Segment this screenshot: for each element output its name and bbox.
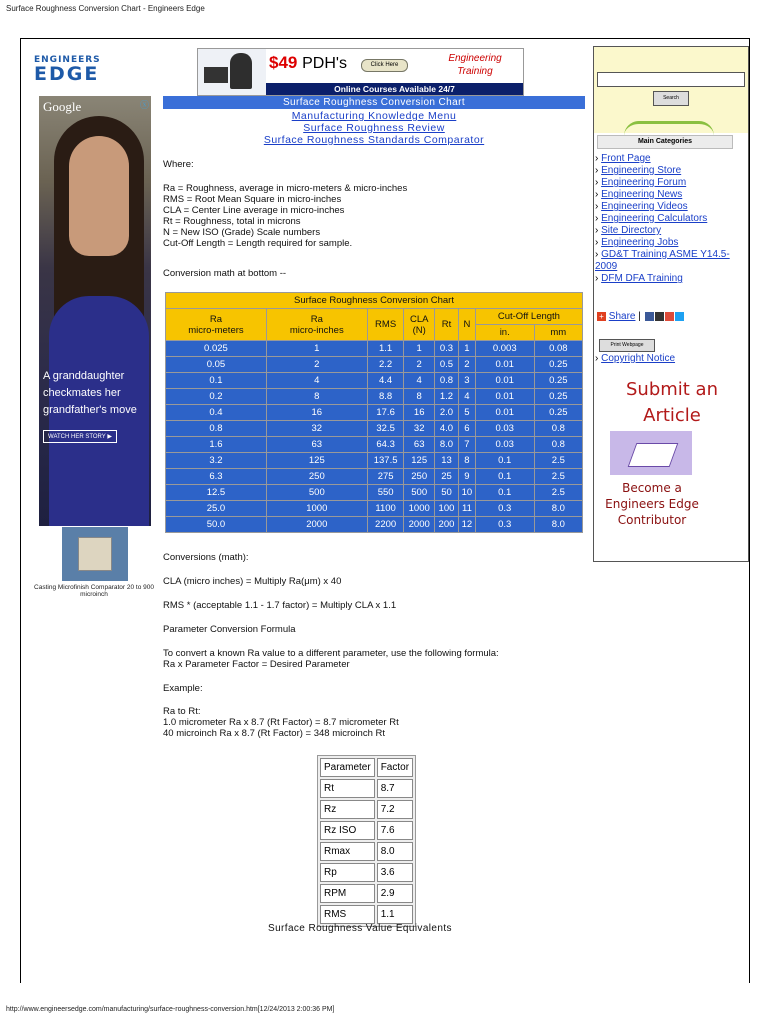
- factor-value: 3.6: [377, 863, 413, 882]
- ad-headline: A granddaughter checkmates her grandfather's move: [43, 370, 137, 416]
- factor-value: 2.9: [377, 884, 413, 903]
- share-plus-icon[interactable]: +: [597, 312, 606, 321]
- conversion-table: [165, 292, 583, 533]
- cell-ra-um: 3.2: [166, 453, 266, 468]
- cell-rt: 0.5: [435, 357, 458, 372]
- sidebar-item: › Engineering Store: [595, 165, 682, 176]
- sidebar-item: › Engineering News: [595, 189, 683, 200]
- cell-n: 4: [459, 389, 475, 404]
- copyright-link[interactable]: Copyright Notice: [601, 353, 676, 364]
- factor-parameter: Rp: [320, 863, 375, 882]
- cell-ra-uin: 2: [267, 357, 367, 372]
- table-row: [166, 437, 582, 452]
- become-contributor[interactable]: Become a Engineers Edge Contributor: [605, 481, 699, 527]
- factor-header-factor: Factor: [377, 758, 413, 777]
- factor-table-body: [320, 779, 413, 924]
- sidebar-item: › Front Page: [595, 153, 651, 164]
- cell-ra-uin: 500: [267, 485, 367, 500]
- cell-ra-uin: 1000: [267, 501, 367, 516]
- header-cla: [404, 309, 433, 340]
- sidebar-item: › Engineering Videos: [595, 201, 688, 212]
- sidebar-link[interactable]: GD&T Training ASME Y14.5-2009: [595, 249, 730, 272]
- cell-rt: 0.3: [435, 341, 458, 356]
- sidebar-link[interactable]: DFM DFA Training: [601, 273, 683, 284]
- banner-training: Engineering Training: [448, 53, 502, 77]
- link-manufacturing-menu[interactable]: Manufacturing Knowledge Menu: [291, 110, 457, 122]
- facebook-icon[interactable]: [645, 312, 654, 321]
- cell-rt: 8.0: [435, 437, 458, 452]
- cell-ra-um: 0.1: [166, 373, 266, 388]
- sidebar-link[interactable]: Engineering Store: [601, 165, 682, 176]
- cell-rt: 1.2: [435, 389, 458, 404]
- cell-cla: 16: [404, 405, 433, 420]
- cell-rms: 64.3: [368, 437, 404, 452]
- factor-parameter: Rz ISO: [320, 821, 375, 840]
- table-row: [166, 341, 582, 356]
- header-ra-uin-line1: Ra: [310, 313, 323, 325]
- cell-n: 10: [459, 485, 475, 500]
- person-icon: [230, 53, 252, 89]
- cell-rms: 2.2: [368, 357, 404, 372]
- table-row: [166, 389, 582, 404]
- cell-cutoff-mm: 8.0: [535, 517, 582, 532]
- cell-rms: 4.4: [368, 373, 404, 388]
- cell-ra-um: 0.2: [166, 389, 266, 404]
- copyright-row: › Copyright Notice: [595, 353, 676, 364]
- logo-line2: EDGE: [34, 63, 100, 85]
- header-cutoff: Cut-Off Length: [476, 309, 582, 324]
- header-rt: Rt: [435, 309, 458, 340]
- cell-cla: 1: [404, 341, 433, 356]
- cell-cutoff-in: 0.01: [476, 405, 534, 420]
- share-bar: + Share |: [597, 311, 684, 322]
- cell-cla: 4: [404, 373, 433, 388]
- footer-url: http://www.engineersedge.com/manufacturing/surface-roughness-conversion.htm[12/24/2013 2:00:36 PM]: [6, 1006, 335, 1013]
- definitions-list: [163, 183, 407, 249]
- sidebar-item: › Engineering Calculators: [595, 213, 708, 224]
- cell-cla: 2: [404, 357, 433, 372]
- def-ra: Ra = Roughness, average in micro-meters & micro-inches: [163, 183, 408, 194]
- banner-click-button[interactable]: Click Here: [361, 59, 408, 72]
- ad-watch-button[interactable]: WATCH HER STORY ▶: [43, 430, 117, 443]
- factor-row: [320, 863, 413, 882]
- site-logo[interactable]: [34, 55, 122, 85]
- sidebar-link[interactable]: Front Page: [601, 153, 651, 164]
- cell-cutoff-in: 0.1: [476, 469, 534, 484]
- pdh-label: PDH's: [302, 55, 347, 72]
- cell-cla: 32: [404, 421, 433, 436]
- cell-rms: 17.6: [368, 405, 404, 420]
- cell-cutoff-mm: 0.08: [535, 341, 582, 356]
- cell-ra-uin: 2000: [267, 517, 367, 532]
- cell-cutoff-in: 0.03: [476, 421, 534, 436]
- cell-ra-uin: 1: [267, 341, 367, 356]
- cell-ra-uin: 4: [267, 373, 367, 388]
- cell-cutoff-mm: 2.5: [535, 485, 582, 500]
- header-ra-uin: [267, 309, 367, 340]
- cell-cutoff-mm: 2.5: [535, 453, 582, 468]
- cell-rt: 13: [435, 453, 458, 468]
- cell-ra-um: 6.3: [166, 469, 266, 484]
- table-row: [166, 453, 582, 468]
- factor-value: 7.2: [377, 800, 413, 819]
- factor-row: [320, 842, 413, 861]
- factor-value: 1.1: [377, 905, 413, 924]
- sidebar-item: › Engineering Forum: [595, 177, 687, 188]
- cell-cutoff-in: 0.01: [476, 373, 534, 388]
- factor-parameter: RPM: [320, 884, 375, 903]
- cell-cutoff-mm: 0.25: [535, 357, 582, 372]
- def-cla: CLA = Center Line average in micro-inches: [163, 205, 345, 216]
- factor-table-caption: Surface Roughness Value Equivalents: [268, 923, 452, 934]
- table-row: [166, 357, 582, 372]
- link-standards-comparator[interactable]: Surface Roughness Standards Comparator: [263, 134, 485, 146]
- header-ra-um: [166, 309, 266, 340]
- sidebar-link[interactable]: Engineering Videos: [601, 201, 688, 212]
- cell-n: 5: [459, 405, 475, 420]
- page-title: Surface Roughness Conversion Chart - Engineers Edge: [6, 4, 205, 13]
- cell-ra-uin: 125: [267, 453, 367, 468]
- sidebar-item: › GD&T Training ASME Y14.5-2009: [595, 249, 730, 272]
- cell-rt: 25: [435, 469, 458, 484]
- right-sidebar: [593, 46, 749, 562]
- search-button[interactable]: Search: [653, 91, 689, 106]
- cell-rms: 137.5: [368, 453, 404, 468]
- cell-ra-uin: 32: [267, 421, 367, 436]
- cell-ra-uin: 63: [267, 437, 367, 452]
- math-note: Conversion math at bottom --: [163, 268, 287, 279]
- cell-n: 8: [459, 453, 475, 468]
- header-cutoff-mm: mm: [535, 325, 582, 340]
- cell-cutoff-mm: 0.8: [535, 437, 582, 452]
- banner-availability: Online Courses Available 24/7: [266, 83, 523, 95]
- header-cla-line1: CLA: [409, 313, 429, 325]
- param-heading: Parameter Conversion Formula: [163, 624, 296, 635]
- header-rms: RMS: [368, 309, 404, 340]
- factor-row: [320, 779, 413, 798]
- table-row: [166, 421, 582, 436]
- cell-rt: 200: [435, 517, 458, 532]
- share-link[interactable]: Share: [608, 311, 636, 322]
- table-caption: Surface Roughness Conversion Chart: [166, 293, 582, 308]
- cell-ra-uin: 16: [267, 405, 367, 420]
- factor-value: 8.7: [377, 779, 413, 798]
- cell-cutoff-in: 0.3: [476, 501, 534, 516]
- ad-close-icon[interactable]: ⓧ: [139, 100, 149, 110]
- factor-row: [320, 884, 413, 903]
- header-ra-um-line1: Ra: [209, 313, 223, 325]
- cell-rms: 2200: [368, 517, 404, 532]
- math-rms: RMS * (acceptable 1.1 - 1.7 factor) = Multiply CLA x 1.1: [163, 600, 397, 611]
- cell-cutoff-mm: 0.8: [535, 421, 582, 436]
- cell-ra-um: 0.05: [166, 357, 266, 372]
- cell-cla: 8: [404, 389, 433, 404]
- header-cutoff-in: in.: [476, 325, 534, 340]
- comparator-thumbnail[interactable]: [62, 527, 128, 581]
- cell-rms: 1.1: [368, 341, 404, 356]
- def-cutoff: Cut-Off Length = Length required for sample.: [163, 238, 353, 249]
- cell-n: 9: [459, 469, 475, 484]
- cell-ra-um: 25.0: [166, 501, 266, 516]
- category-links: [595, 153, 747, 285]
- cell-ra-um: 0.8: [166, 421, 266, 436]
- table-row: [166, 373, 582, 388]
- banner-price: [269, 53, 347, 73]
- factor-table: [317, 755, 416, 927]
- cell-ra-uin: 250: [267, 469, 367, 484]
- book-page-icon: [628, 443, 679, 467]
- cell-cutoff-in: 0.1: [476, 485, 534, 500]
- cell-cla: 1000: [404, 501, 433, 516]
- factor-row: [320, 821, 413, 840]
- logo-line1: ENGINEERS: [34, 55, 101, 65]
- cell-n: 1: [459, 341, 475, 356]
- table-row: [166, 469, 582, 484]
- cell-cutoff-in: 0.003: [476, 341, 534, 356]
- factor-value: 7.6: [377, 821, 413, 840]
- price-value: $49: [269, 53, 298, 72]
- cell-cutoff-in: 0.01: [476, 389, 534, 404]
- main-categories-header: Main Categories: [597, 135, 733, 149]
- cell-rt: 2.0: [435, 405, 458, 420]
- thumbnail-caption[interactable]: Casting Microfinish Comparator 20 to 900 microinch: [34, 584, 154, 598]
- sidebar-link[interactable]: Engineering Forum: [601, 177, 687, 188]
- factor-parameter: RMS: [320, 905, 375, 924]
- factor-header-parameter: Parameter: [320, 758, 375, 777]
- table-row: [166, 405, 582, 420]
- math-heading: Conversions (math):: [163, 552, 249, 563]
- cell-rms: 32.5: [368, 421, 404, 436]
- factor-row: [320, 905, 413, 924]
- cell-ra-um: 1.6: [166, 437, 266, 452]
- cell-n: 11: [459, 501, 475, 516]
- submit-article-heading[interactable]: Submit an Article: [625, 379, 718, 426]
- cell-rms: 1100: [368, 501, 404, 516]
- cell-ra-um: 50.0: [166, 517, 266, 532]
- cell-cutoff-mm: 0.25: [535, 405, 582, 420]
- cell-ra-um: 0.025: [166, 341, 266, 356]
- example-label: Example:: [163, 683, 203, 694]
- comparator-image: [78, 537, 112, 571]
- laptop-icon: [204, 67, 228, 83]
- left-advertisement[interactable]: [39, 96, 151, 526]
- book-image[interactable]: [610, 431, 692, 475]
- pdh-banner[interactable]: [197, 48, 524, 96]
- cell-cutoff-in: 0.03: [476, 437, 534, 452]
- cell-ra-um: 0.4: [166, 405, 266, 420]
- header-ra-um-line2: micro-meters: [188, 324, 244, 336]
- cell-ra-uin: 8: [267, 389, 367, 404]
- decorative-arc: [624, 121, 714, 136]
- search-input[interactable]: [597, 72, 745, 87]
- sidebar-item: › Engineering Jobs: [595, 237, 679, 248]
- print-webpage-button[interactable]: Print Webpage: [599, 339, 655, 352]
- factor-value: 8.0: [377, 842, 413, 861]
- def-n: N = New ISO (Grade) Scale numbers: [163, 227, 321, 238]
- factor-parameter: Rz: [320, 800, 375, 819]
- search-box: [594, 47, 748, 133]
- ad-brand-label: Google: [43, 99, 82, 114]
- cell-cutoff-mm: 2.5: [535, 469, 582, 484]
- header-ra-uin-line2: micro-inches: [289, 324, 344, 336]
- twitter-icon[interactable]: [675, 312, 684, 321]
- link-roughness-review[interactable]: Surface Roughness Review: [303, 122, 445, 134]
- where-label: Where:: [163, 159, 194, 170]
- def-rms: RMS = Root Mean Square in micro-inches: [163, 194, 342, 205]
- googleplus-icon[interactable]: [665, 312, 674, 321]
- param-line2: Ra x Parameter Factor = Desired Parameter: [163, 659, 350, 670]
- def-rt: Rt = Roughness, total in microns: [163, 216, 301, 227]
- table-row: [166, 485, 582, 500]
- cell-cla: 2000: [404, 517, 433, 532]
- ad-image-face: [69, 136, 129, 256]
- cell-cla: 500: [404, 485, 433, 500]
- banner-person-image: [198, 49, 266, 95]
- cell-rms: 8.8: [368, 389, 404, 404]
- cell-cutoff-mm: 0.25: [535, 373, 582, 388]
- example-line2: 1.0 micrometer Ra x 8.7 (Rt Factor) = 8.7 micrometer Rt: [163, 717, 399, 728]
- cell-n: 6: [459, 421, 475, 436]
- cell-rt: 50: [435, 485, 458, 500]
- cell-cla: 250: [404, 469, 433, 484]
- sidebar-link[interactable]: Engineering News: [601, 189, 683, 200]
- param-line1: To convert a known Ra value to a different parameter, use the following formula:: [163, 648, 499, 659]
- factor-row: [320, 800, 413, 819]
- sidebar-item: › DFM DFA Training: [595, 273, 683, 284]
- cell-n: 7: [459, 437, 475, 452]
- myspace-icon[interactable]: [655, 312, 664, 321]
- cell-n: 3: [459, 373, 475, 388]
- sidebar-link[interactable]: Site Directory: [601, 225, 662, 236]
- table-row: [166, 517, 582, 532]
- sidebar-link[interactable]: Engineering Calculators: [601, 213, 708, 224]
- cell-n: 12: [459, 517, 475, 532]
- cell-cutoff-in: 0.3: [476, 517, 534, 532]
- factor-parameter: Rmax: [320, 842, 375, 861]
- cell-cla: 63: [404, 437, 433, 452]
- cell-rms: 275: [368, 469, 404, 484]
- cell-cutoff-in: 0.1: [476, 453, 534, 468]
- example-line1: Ra to Rt:: [163, 706, 201, 717]
- cell-cutoff-in: 0.01: [476, 357, 534, 372]
- page-heading: Surface Roughness Conversion Chart: [163, 96, 585, 109]
- cell-n: 2: [459, 357, 475, 372]
- cell-cutoff-mm: 0.25: [535, 389, 582, 404]
- header-cla-line2: (N): [412, 324, 426, 336]
- cell-rt: 0.8: [435, 373, 458, 388]
- cell-rt: 100: [435, 501, 458, 516]
- cell-cla: 125: [404, 453, 433, 468]
- header-n: N: [459, 309, 475, 340]
- sidebar-link[interactable]: Engineering Jobs: [601, 237, 679, 248]
- cell-rms: 550: [368, 485, 404, 500]
- factor-parameter: Rt: [320, 779, 375, 798]
- cell-ra-um: 12.5: [166, 485, 266, 500]
- cell-rt: 4.0: [435, 421, 458, 436]
- table-row: [166, 501, 582, 516]
- cell-cutoff-mm: 8.0: [535, 501, 582, 516]
- math-cla: CLA (micro inches) = Multiply Ra(μm) x 40: [163, 576, 342, 587]
- sidebar-item: › Site Directory: [595, 225, 662, 236]
- conversion-table-body: [166, 341, 582, 532]
- example-line3: 40 microinch Ra x 8.7 (Rt Factor) = 348 microinch Rt: [163, 728, 386, 739]
